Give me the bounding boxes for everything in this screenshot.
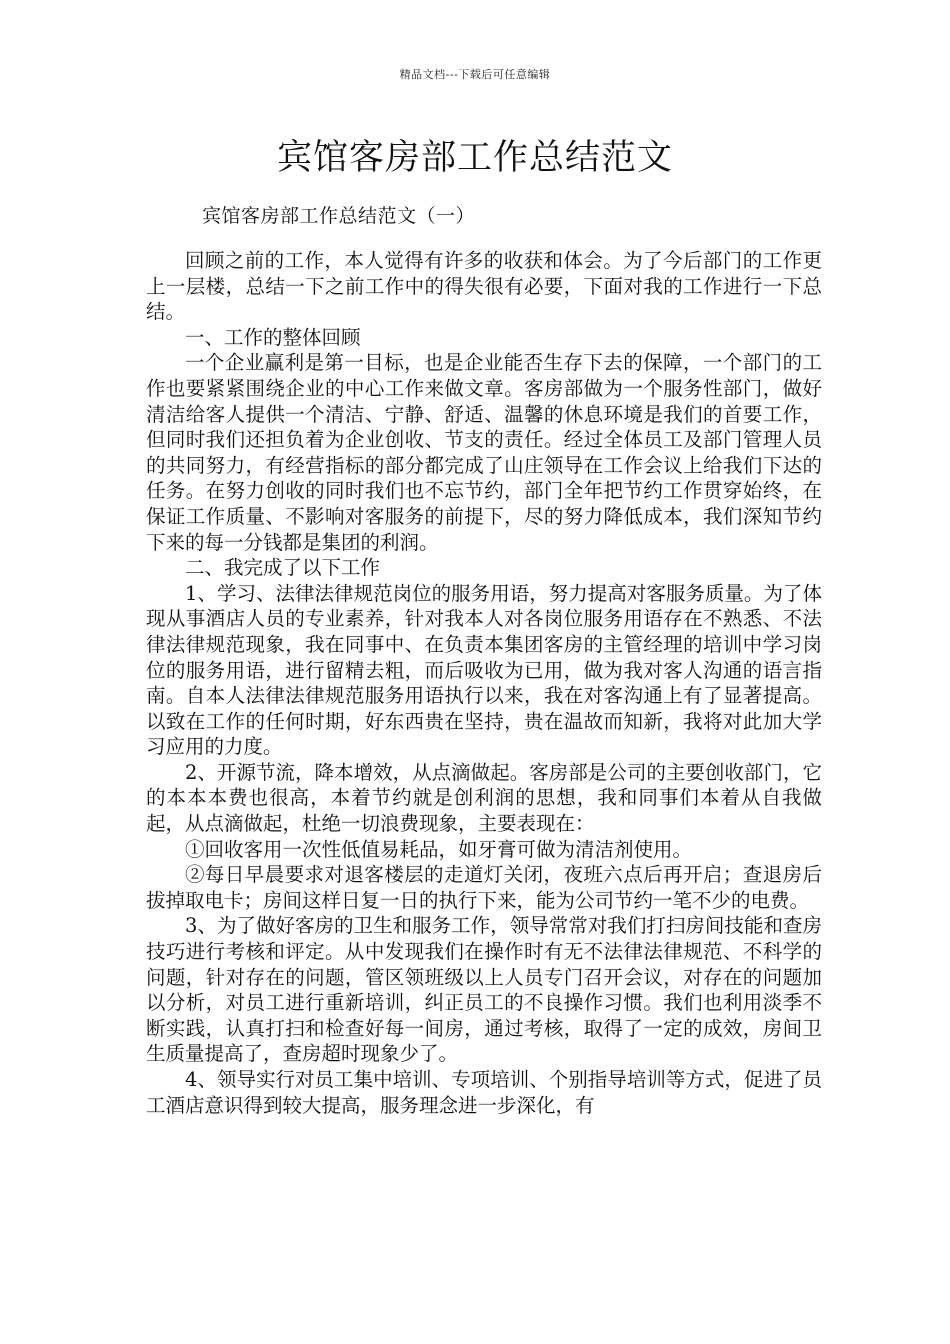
- header-note: 精品文档---下载后可任意编辑: [399, 68, 551, 81]
- paragraph-item-1: 1、学习、法律法律规范岗位的服务用语，努力提高对客服务质量。为了体现从事酒店人员的专业素养，针对我本人对各岗位服务用语存在不熟悉、不法律法律规范现象，我在同事中、在负责本集团客房的主管经理的培训中学习岗位的服务用语，进行留精去粗，而后吸收为已用，做为我对客人沟通的语言指南。自本人法律法律规范服务用语执行以来，我在对客沟通上有了显著提高。以致在工作的任何时期，好东西贵在坚持，贵在温故而知新，我将对此加大学习应用的力度。: [146, 581, 822, 759]
- paragraph-item-4: 4、领导实行对员工集中培训、专项培训、个别指导培训等方式，促进了员工酒店意识得到较大提高，服务理念进一步深化，有: [146, 1068, 822, 1117]
- paragraph-item-2: 2、开源节流，降本增效，从点滴做起。客房部是公司的主要创收部门，它的本本本费也很高，本着节约就是创利润的思想，我和同事们本着从自我做起，从点滴做起，杜绝一切浪费现象，主要表现在：: [146, 760, 822, 836]
- document-title: 宾馆客房部工作总结范文: [276, 138, 673, 178]
- paragraph-item-3: 3、为了做好客房的卫生和服务工作，领导常常对我们打扫房间技能和查房技巧进行考核和评定。从中发现我们在操作时有无不法律法律规范、不科学的问题，针对存在的问题，管区领班级以上人员专门召开会议，对存在的问题加以分析，对员工进行重新培训，纠正员工的不良操作习惯。我们也利用淡季不断实践，认真打扫和检查好每一间房，通过考核，取得了一定的成效，房间卫生质量提高了，查房超时现象少了。: [146, 914, 822, 1066]
- paragraph-subitem-1: ①回收客用一次性低值易耗品，如牙膏可做为清洁剂使用。: [185, 837, 693, 861]
- paragraph-overview: 一个企业赢利是第一目标，也是企业能否生存下去的保障，一个部门的工作也要紧紧围绕企业的中心工作来做文章。客房部做为一个服务性部门，做好清洁给客人提供一个清洁、宁静、舒适、温馨的休息环境是我们的首要工作，但同时我们还担负着为企业创收、节支的责任。经过全体员工及部门管理人员的共同努力，有经营指标的部分都完成了山庄领导在工作会议上给我们下达的任务。在努力创收的同时我们也不忘节约，部门全年把节约工作贯穿始终，在保证工作质量、不影响对客服务的前提下，尽的努力降低成本，我们深知节约下来的每一分钱都是集团的利润。: [146, 351, 822, 554]
- section-heading-2: 二、我完成了以下工作: [185, 556, 381, 580]
- paragraph-intro: 回顾之前的工作，本人觉得有许多的收获和体会。为了今后部门的工作更上一层楼，总结一下之前工作中的得失很有必要，下面对我的工作进行一下总结。: [146, 249, 822, 324]
- document-subtitle: 宾馆客房部工作总结范文（一）: [202, 205, 476, 227]
- document-body: [146, 248, 822, 1118]
- paragraph-subitem-2: ②每日早晨要求对退客楼层的走道灯关闭，夜班六点后再开启；查退房后拔掉取电卡；房间这样日复一日的执行下来，能为公司节约一笔不少的电费。: [146, 863, 822, 912]
- section-heading-1: 一、工作的整体回顾: [185, 325, 361, 349]
